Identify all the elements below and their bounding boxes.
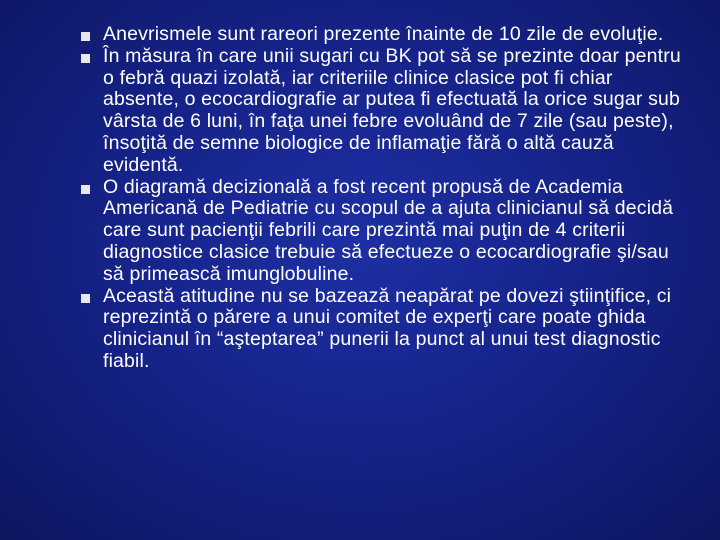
bullet-item <box>81 286 691 373</box>
bullet-item <box>81 46 691 177</box>
square-bullet-icon <box>81 54 90 63</box>
bullet-text: Anevrismele sunt rareori prezente înainte de 10 zile de evoluţie. <box>103 23 664 45</box>
bullet-list <box>81 24 691 373</box>
bullet-item <box>81 24 691 46</box>
square-bullet-icon <box>81 185 90 194</box>
bullet-item <box>81 177 691 286</box>
bullet-text: Această atitudine nu se bazează neapărat pe dovezi ştiinţifice, ci reprezintă o părere a unui comitet de experţi care poate ghida clinicianul în “aşteptarea” punerii la punct al unui test diagnostic fiabil. <box>103 284 672 372</box>
bullet-text: O diagramă decizională a fost recent propusă de Academia Americană de Pediatrie cu scopul de a ajuta clinicianul să decidă care sunt pacienţii febrili care prezintă mai puţin de 4 criterii diagnostice clasice trebuie să efectueze o ecocardiografie şi/sau să primească imunglobuline. <box>103 175 674 285</box>
square-bullet-icon <box>81 32 90 41</box>
square-bullet-icon <box>81 294 90 303</box>
bullet-text: În măsura în care unii sugari cu BK pot să se prezinte doar pentru o febră quazi izolată, iar criteriile clinice clasice pot fi chiar absente, o ecocardiografie ar putea fi efectuată la orice sugar sub vârsta de 6 luni, în faţa unei febre evoluând de 7 zile (sau peste), însoţită de semne biologice de inflamaţie fără o altă cauză evidentă. <box>103 44 681 176</box>
